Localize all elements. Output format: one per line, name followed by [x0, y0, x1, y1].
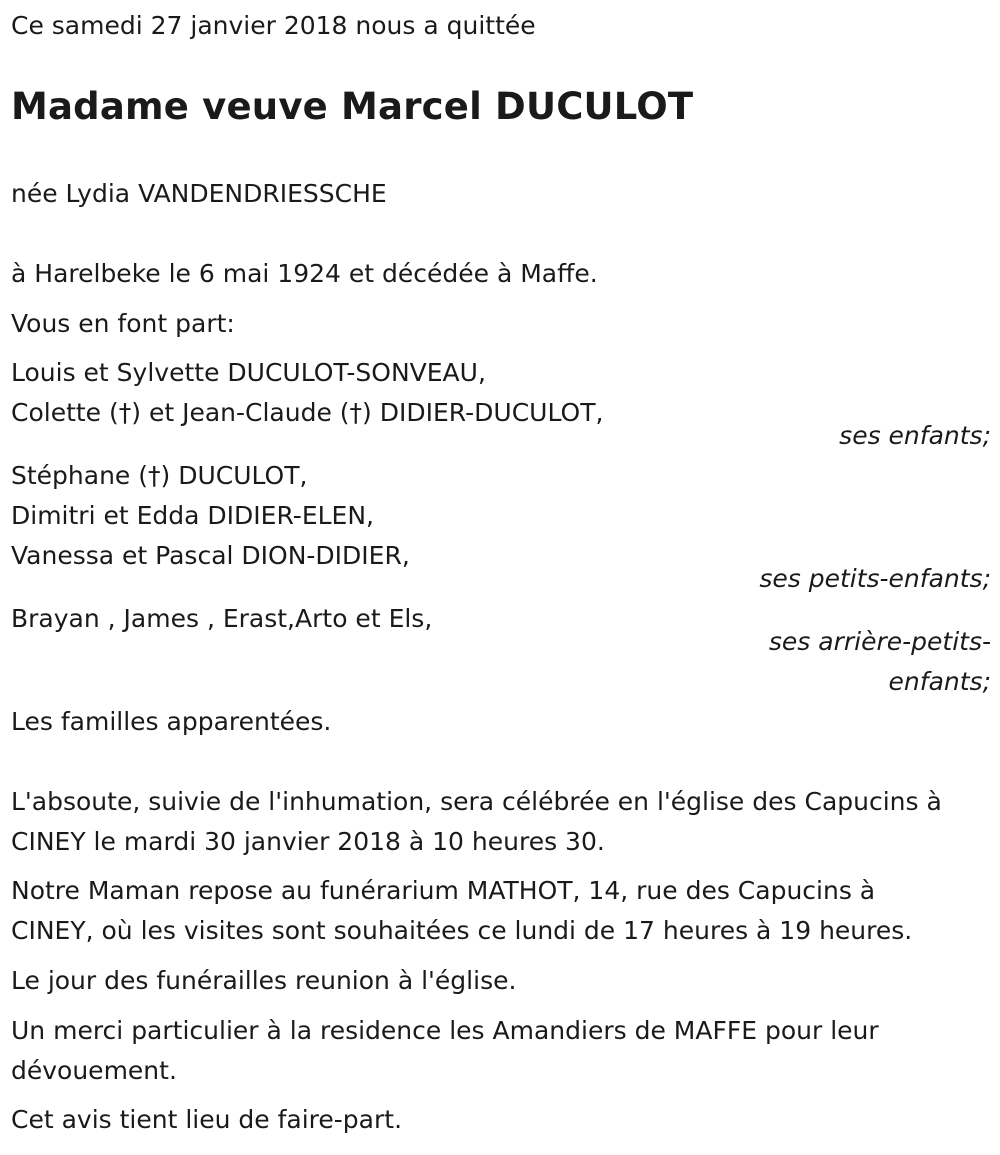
intro-text: Ce samedi 27 janvier 2018 nous a quittée: [11, 11, 536, 40]
grandchildren-line: Dimitri et Edda DIDIER-ELEN,: [11, 501, 374, 530]
thanks-text: dévouement.: [11, 1056, 177, 1085]
meeting-text: Le jour des funérailles reunion à l'église.: [11, 966, 517, 995]
maiden-name: née Lydia VANDENDRIESSCHE: [11, 179, 387, 208]
closing-text: Cet avis tient lieu de faire-part.: [11, 1105, 403, 1134]
deceased-name: Madame veuve Marcel DUCULOT: [11, 85, 694, 128]
grandchildren-role: ses petits-enfants;: [759, 564, 991, 593]
grandchildren-line: Vanessa et Pascal DION-DIDIER,: [11, 541, 410, 570]
great-grandchildren-role: ses arrière-petits-: [768, 627, 991, 656]
rest-text: CINEY, où les visites sont souhaitées ce lundi de 17 heures à 19 heures.: [11, 916, 913, 945]
ceremony-text: CINEY le mardi 30 janvier 2018 à 10 heures 30.: [11, 827, 605, 856]
children-line: Louis et Sylvette DUCULOT-SONVEAU,: [11, 358, 486, 387]
rest-text: Notre Maman repose au funérarium MATHOT, 14, rue des Capucins à: [11, 876, 876, 905]
grandchildren-line: Stéphane (†) DUCULOT,: [11, 461, 308, 490]
announce-text: Vous en font part:: [11, 309, 235, 338]
families-text: Les familles apparentées.: [11, 707, 332, 736]
children-line: Colette (†) et Jean-Claude (†) DIDIER-DUCULOT,: [11, 398, 604, 427]
children-role: ses enfants;: [839, 421, 991, 450]
ceremony-text: L'absoute, suivie de l'inhumation, sera célébrée en l'église des Capucins à: [11, 787, 942, 816]
great-grandchildren-role: enfants;: [888, 667, 991, 696]
great-grandchildren-line: Brayan , James , Erast,Arto et Els,: [11, 604, 433, 633]
thanks-text: Un merci particulier à la residence les Amandiers de MAFFE pour leur: [11, 1016, 879, 1045]
birth-death-text: à Harelbeke le 6 mai 1924 et décédée à Maffe.: [11, 259, 598, 288]
